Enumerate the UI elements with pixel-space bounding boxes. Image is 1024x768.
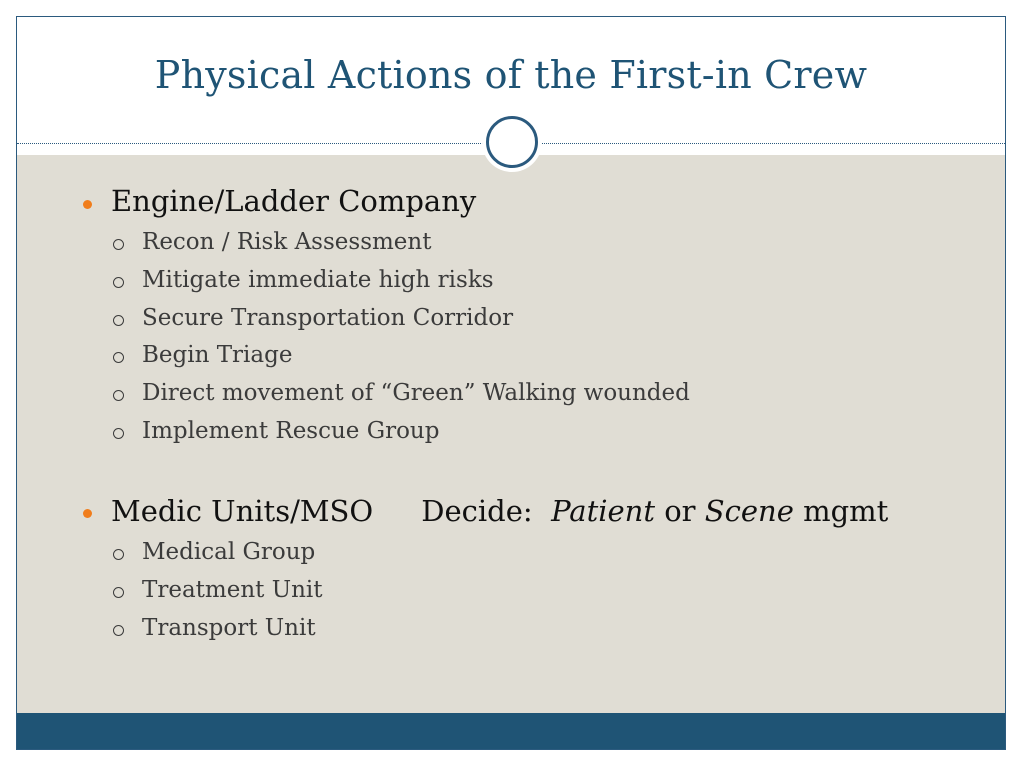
decide-suffix: mgmt	[803, 494, 889, 528]
section-heading-engine-ladder: Engine/Ladder Company	[111, 184, 477, 218]
footer-bar	[17, 713, 1005, 749]
hollow-bullet-icon	[113, 277, 124, 288]
list-item: Transport Unit	[142, 615, 316, 641]
section-heading-text: Medic Units/MSO	[111, 494, 374, 528]
decide-label: Decide:	[421, 494, 533, 528]
slide-title: Physical Actions of the First-in Crew	[154, 53, 868, 97]
hollow-bullet-icon	[113, 428, 124, 439]
hollow-bullet-icon	[113, 390, 124, 401]
list-item: Implement Rescue Group	[142, 418, 440, 444]
hollow-bullet-icon	[113, 625, 124, 636]
hollow-bullet-icon	[113, 549, 124, 560]
decorative-ring-icon	[486, 116, 538, 168]
decide-option-scene: Scene	[704, 494, 794, 528]
section-heading-medic-units	[111, 494, 888, 528]
hollow-bullet-icon	[113, 315, 124, 326]
orange-bullet-icon	[83, 509, 92, 518]
list-item: Begin Triage	[142, 342, 293, 368]
slide	[16, 16, 1006, 750]
list-item: Recon / Risk Assessment	[142, 229, 432, 255]
hollow-bullet-icon	[113, 239, 124, 250]
list-item: Direct movement of “Green” Walking wounded	[142, 380, 690, 406]
list-item: Treatment Unit	[142, 577, 323, 603]
list-item: Medical Group	[142, 539, 316, 565]
list-item: Secure Transportation Corridor	[142, 305, 514, 331]
hollow-bullet-icon	[113, 352, 124, 363]
decide-option-patient: Patient	[551, 494, 655, 528]
decide-connector: or	[664, 494, 696, 528]
hollow-bullet-icon	[113, 587, 124, 598]
list-item: Mitigate immediate high risks	[142, 267, 494, 293]
orange-bullet-icon	[83, 200, 92, 209]
